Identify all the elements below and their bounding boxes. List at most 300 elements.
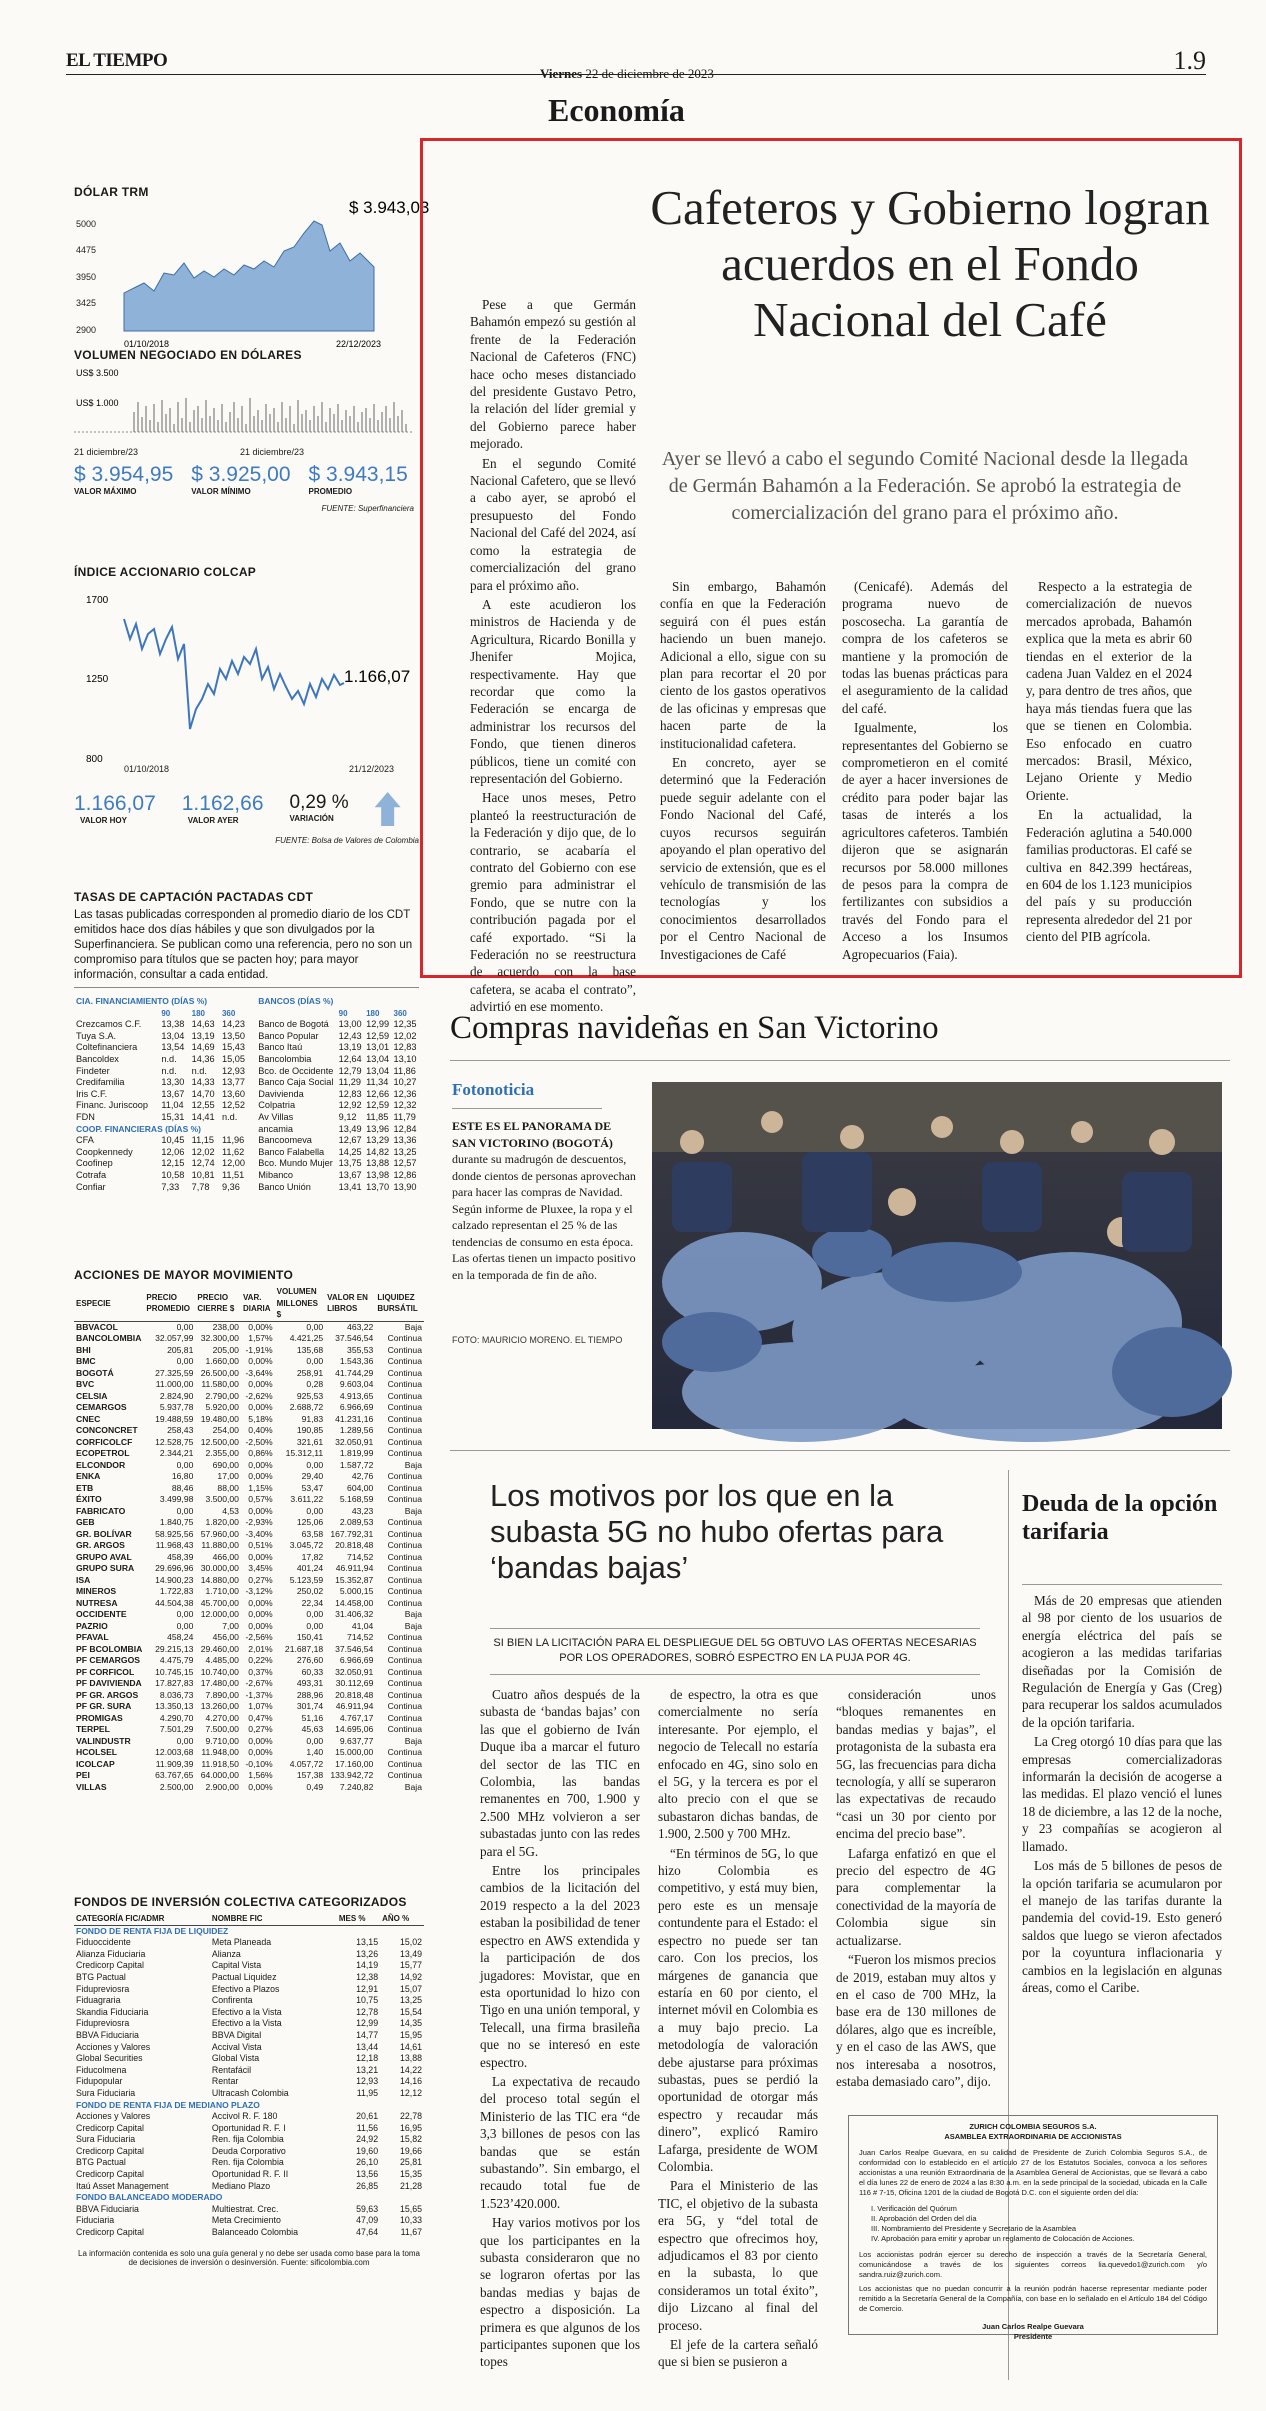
cell: Fiduciaria bbox=[76, 2215, 115, 2226]
acciones-title: ACCIONES DE MAYOR MOVIMIENTO bbox=[74, 1268, 294, 1282]
table-row bbox=[74, 1170, 250, 1182]
dolar-ytick: 2900 bbox=[76, 325, 97, 335]
cell: 11.918,50 bbox=[201, 1758, 239, 1769]
table-row bbox=[74, 1054, 250, 1066]
cell: 190,85 bbox=[296, 1425, 324, 1435]
cdt-right-header: BANCOS (DÍAS %) bbox=[258, 996, 334, 1006]
cell: CONCONCRET bbox=[76, 1425, 138, 1435]
table-row bbox=[74, 2076, 424, 2088]
cell: 0,00 bbox=[306, 1505, 324, 1516]
table-row bbox=[74, 1995, 424, 2007]
colcap-ytick: 1250 bbox=[86, 674, 109, 685]
cell: 13,04 bbox=[366, 1053, 390, 1064]
cell: 5.937,78 bbox=[159, 1402, 194, 1412]
cell: 13,04 bbox=[366, 1065, 390, 1076]
cell: Continua bbox=[387, 1436, 422, 1447]
colcap-ayer-value: 1.162,66 bbox=[181, 792, 264, 815]
cell: 1.819,99 bbox=[339, 1448, 374, 1458]
cell: 10,81 bbox=[191, 1169, 215, 1180]
cell: 11,79 bbox=[393, 1111, 416, 1122]
table-row bbox=[74, 2169, 424, 2181]
cell: 458,39 bbox=[167, 1551, 194, 1562]
cell: 14,61 bbox=[399, 2041, 422, 2052]
cell: 714,52 bbox=[347, 1632, 374, 1642]
colcap-var-label: VARIACIÓN bbox=[289, 814, 334, 823]
cell: 37.546,54 bbox=[335, 1643, 374, 1654]
cell: Continua bbox=[387, 1574, 422, 1585]
cell: 15.312,11 bbox=[285, 1448, 324, 1458]
table-row bbox=[74, 1494, 424, 1506]
cell: 8.036,73 bbox=[159, 1689, 194, 1700]
cell: 301,74 bbox=[296, 1701, 324, 1711]
cell: 1,07% bbox=[248, 1701, 273, 1711]
cell: 0,00% bbox=[248, 1735, 273, 1746]
cell: 15,77 bbox=[399, 1960, 422, 1971]
cell: 7,00 bbox=[222, 1620, 239, 1631]
volumen-max-label: VALOR MÁXIMO bbox=[74, 487, 137, 496]
paragraph: La expectativa de recaudo del proceso total según el Ministerio de las TIC era “de 3,3 billones de pesos con las bandas que se están subastando”. Sin embargo, el recaudo total fue de 1.523’420.000. bbox=[480, 2073, 640, 2211]
cell: 3.499,98 bbox=[159, 1494, 194, 1504]
cell: 0,49 bbox=[306, 1781, 324, 1792]
cell: Crezcamos C.F. bbox=[76, 1019, 142, 1030]
cell: 16,80 bbox=[171, 1471, 194, 1481]
cell: 11.968,43 bbox=[155, 1540, 194, 1550]
notice-company: ZURICH COLOMBIA SEGUROS S.A. bbox=[969, 2122, 1097, 2131]
table-row bbox=[74, 1724, 424, 1736]
notice-signature: Juan Carlos Realpe Guevara bbox=[982, 2322, 1084, 2331]
table-row bbox=[74, 1632, 424, 1644]
cell: 12,79 bbox=[338, 1065, 362, 1076]
volumen-avg bbox=[309, 463, 408, 496]
cell: 13,98 bbox=[366, 1169, 390, 1180]
cell: CELSIA bbox=[76, 1390, 108, 1401]
cell: 2.688,72 bbox=[289, 1402, 324, 1412]
table-row bbox=[256, 1147, 419, 1159]
cdt-panel bbox=[74, 890, 419, 1193]
cell: Continua bbox=[387, 1724, 422, 1734]
cell: 16,95 bbox=[399, 2122, 422, 2133]
cell: PF GR. ARGOS bbox=[76, 1689, 139, 1700]
table-row bbox=[74, 1425, 424, 1437]
g5-col-3 bbox=[836, 1686, 996, 2092]
cell: 26,10 bbox=[356, 2157, 379, 2168]
cell: 1.820,00 bbox=[205, 1517, 239, 1527]
cell: 238,00 bbox=[212, 1321, 239, 1332]
cell: 3.611,22 bbox=[290, 1494, 324, 1504]
cell: 15,65 bbox=[399, 2203, 422, 2214]
cell: 1,56% bbox=[248, 1770, 273, 1780]
cell: 2.089,53 bbox=[339, 1517, 374, 1527]
cell: 11,34 bbox=[366, 1077, 389, 1088]
cell: 19.488,59 bbox=[155, 1413, 194, 1424]
cell: 12,32 bbox=[393, 1100, 417, 1111]
cell: 14,77 bbox=[356, 2029, 379, 2040]
section-row bbox=[74, 2100, 424, 2112]
cell: PROMIGAS bbox=[76, 1712, 123, 1723]
cell: Continua bbox=[387, 1425, 422, 1435]
cell: Credicorp Capital bbox=[76, 2122, 144, 2133]
cell: 2.500,00 bbox=[159, 1781, 194, 1792]
cell: 60,33 bbox=[301, 1666, 324, 1677]
cell: -3,64% bbox=[245, 1367, 273, 1378]
paragraph: Cuatro años después de la subasta de ‘bandas bajas’ con las que el gobierno de Iván Duque iba a marcar el futuro del sector de las TIC en Colombia, las bandas remanentes en 700, 1.900 y 2.500 MHz volvieron a ser subastadas junto con las redes para el 5G. bbox=[480, 1687, 640, 1859]
cell: 0,00 bbox=[176, 1505, 194, 1516]
cell: Continua bbox=[387, 1563, 422, 1573]
table-row bbox=[74, 1621, 424, 1633]
cell: 30.112,69 bbox=[335, 1678, 374, 1688]
cell: Rentar bbox=[211, 2076, 239, 2087]
cell: 167.792,31 bbox=[330, 1528, 374, 1539]
cell: 13,25 bbox=[393, 1146, 417, 1157]
table-row bbox=[74, 1506, 424, 1518]
cell: 12.003,68 bbox=[155, 1747, 194, 1757]
table-row bbox=[74, 1356, 424, 1368]
table-row bbox=[74, 1460, 424, 1472]
volumen-title: VOLUMEN NEGOCIADO EN DÓLARES bbox=[74, 348, 302, 362]
notice-body: Juan Carlos Realpe Guevara, en su calidad de Presidente de Zurich Colombia Seguros S.A., de conformidad con lo establecido en el artículo 27 de los Estatutos Sociales, convoca a los señores accionistas a una reunión Extraordinaria de la Asamblea General de Accionistas, que se llevará a cabo el día lunes 22 de enero de 2024 a las 8:30 a.m. en la sede principal de la sociedad, ubicada en la Calle 116 # 7-15, Oficina 1201 de la ciudad de Bogotá D.C. con el siguiente orden del día: bbox=[859, 2148, 1207, 2197]
cell: 458,24 bbox=[167, 1632, 194, 1642]
cell: Continua bbox=[387, 1367, 422, 1378]
cell: Mediano Plazo bbox=[211, 2180, 271, 2191]
cell: Colpatria bbox=[258, 1100, 296, 1111]
table-row bbox=[256, 1042, 419, 1054]
cell: Ren. fija Colombia bbox=[211, 2134, 284, 2145]
cell: 12,52 bbox=[221, 1100, 245, 1111]
cell: 15.000,00 bbox=[335, 1747, 374, 1757]
fondos-title: FONDOS DE INVERSIÓN COLECTIVA CATEGORIZADOS bbox=[74, 1895, 407, 1909]
cell: VILLAS bbox=[76, 1781, 107, 1792]
colcap-ayer bbox=[182, 792, 264, 825]
cdt-day-col: 360 bbox=[221, 1008, 236, 1018]
cell: 13,21 bbox=[356, 2064, 379, 2075]
cell: Multiestrat. Crec. bbox=[211, 2203, 279, 2214]
dolar-ytick: 3425 bbox=[76, 298, 97, 308]
cell: Alianza Fiduciaria bbox=[76, 1948, 146, 1959]
cell: Continua bbox=[387, 1379, 422, 1389]
cell: 37.546,54 bbox=[335, 1333, 374, 1343]
cell: 11,29 bbox=[338, 1077, 361, 1088]
cell: PF GR. SURA bbox=[76, 1701, 132, 1711]
cell: 493,31 bbox=[296, 1678, 324, 1688]
cell: 2.344,21 bbox=[159, 1448, 194, 1458]
cell: 135,68 bbox=[296, 1344, 324, 1355]
dolar-ytick: 4475 bbox=[76, 245, 97, 255]
cell: 4,53 bbox=[222, 1505, 239, 1516]
cell: Continua bbox=[387, 1528, 422, 1539]
cell: 32.300,00 bbox=[200, 1333, 239, 1343]
cell: FDN bbox=[76, 1111, 95, 1122]
cell: -1,37% bbox=[245, 1689, 273, 1700]
table-row bbox=[74, 1471, 424, 1483]
table-row bbox=[256, 1089, 419, 1101]
cell: 0,00 bbox=[306, 1459, 324, 1470]
table-row bbox=[74, 2123, 424, 2135]
cell: 13,56 bbox=[356, 2169, 379, 2180]
dolar-x1: 22/12/2023 bbox=[336, 339, 382, 349]
table-row bbox=[74, 2042, 424, 2054]
cell: 11.880,00 bbox=[201, 1540, 239, 1550]
cell: 19,66 bbox=[399, 2145, 422, 2156]
cell: 13,77 bbox=[221, 1077, 245, 1088]
cell: ISA bbox=[76, 1574, 91, 1585]
cell: 20.818,48 bbox=[335, 1540, 374, 1550]
cell: Continua bbox=[387, 1551, 422, 1562]
colcap-source: FUENTE: Bolsa de Valores de Colombia bbox=[275, 836, 419, 845]
cell: 13,54 bbox=[161, 1042, 185, 1053]
crowd-image bbox=[652, 1082, 1222, 1429]
cell: 4.057,72 bbox=[289, 1758, 324, 1769]
cell: HCOLSEL bbox=[76, 1747, 118, 1757]
cell: 91,83 bbox=[301, 1413, 324, 1424]
cell: Continua bbox=[387, 1586, 422, 1596]
cell: BVC bbox=[76, 1379, 95, 1389]
paragraph: de espectro, la otra es que comercialmente no sería interesante. Por ejemplo, el negocio de Telecall no estaría enfocado en 4G, sino solo en el 5G, y la tercera es por el alto precio con el que se subastaron dichas bandas, de 1.900, 2.500 y 700 MHz. bbox=[658, 1687, 818, 1842]
cell: PAZRIO bbox=[76, 1620, 108, 1631]
cell: 32.057,99 bbox=[155, 1333, 194, 1343]
paragraph: La Creg otorgó 10 días para que las empresas comercializadoras informarán la decisión de acogerse a las medidas. El plazo venció el lunes 18 de diciembre, a las 12 de la noche, y 23 compañías se acogieron al llamado. bbox=[1022, 1734, 1222, 1854]
cell: BBVA Fiduciaria bbox=[76, 2029, 139, 2040]
cell: 13,15 bbox=[356, 1937, 379, 1948]
cdt-right-table bbox=[256, 996, 419, 1193]
cell: Davivienda bbox=[258, 1088, 304, 1099]
cell: 12,83 bbox=[338, 1088, 362, 1099]
table-row bbox=[74, 2111, 424, 2123]
cell: 41.744,29 bbox=[335, 1367, 374, 1378]
table-row bbox=[74, 2053, 424, 2065]
g5-col-1 bbox=[480, 1686, 640, 2373]
column-header: VALOR EN LIBROS bbox=[325, 1286, 375, 1321]
cell: 5.920,00 bbox=[205, 1402, 239, 1412]
cell: Baja bbox=[404, 1459, 422, 1470]
cell: Credicorp Capital bbox=[76, 1960, 144, 1971]
cell: ENKA bbox=[76, 1471, 101, 1481]
table-row bbox=[74, 1379, 424, 1391]
cell: Mibanco bbox=[258, 1169, 294, 1180]
cell: 13,49 bbox=[399, 1948, 422, 1959]
cell: 9.710,00 bbox=[205, 1735, 239, 1746]
cell: Continua bbox=[387, 1643, 422, 1654]
table-row bbox=[74, 1402, 424, 1414]
cell: 10,75 bbox=[356, 1995, 379, 2006]
table-row bbox=[74, 1972, 424, 1984]
cell: Skandia Fiduciaria bbox=[76, 2006, 149, 2017]
cell: ETB bbox=[76, 1482, 94, 1493]
colcap-line bbox=[124, 619, 344, 729]
paragraph: “En términos de 5G, lo que hizo Colombia es competitivo, y está muy bien, pero este es un mensaje contundente para el Estado: el espectro no puede ser tan caro. Con los precios, los márgenes de ganancia que estaría en 60 por ciento, el internet móvil en Colombia es a muy bajo precio. La metodología de valoración debe ajustarse para próximas subastas, pues se perdió la oportunidad de otorgar más espectro y recaudar más dinero”, explicó Ramiro Lafarga, presidente de WOM Colombia. bbox=[658, 1845, 818, 2174]
cell: 21,28 bbox=[399, 2180, 422, 2191]
cell: 11,15 bbox=[191, 1135, 214, 1146]
cell: 41.231,16 bbox=[335, 1413, 374, 1424]
cell: FABRICATO bbox=[76, 1505, 126, 1516]
cell: Continua bbox=[387, 1482, 422, 1493]
cell: 150,41 bbox=[296, 1632, 324, 1642]
cell: 5.000,15 bbox=[339, 1586, 374, 1596]
cell: 45.700,00 bbox=[200, 1597, 239, 1608]
column-header: PRECIO PROMEDIO bbox=[144, 1286, 195, 1321]
colcap-panel bbox=[74, 565, 419, 845]
colcap-hoy-value: 1.166,07 bbox=[74, 792, 156, 815]
cell: Continua bbox=[387, 1494, 422, 1504]
paragraph: Hay varios motivos por los que los participantes en la subasta consideraron que no se lograron ofertas por las bandas medias y bajas de espectro a disposición. La primera es que algunos de los participantes suponen que los topes bbox=[480, 2215, 640, 2370]
cell: 57.960,00 bbox=[200, 1528, 239, 1539]
table-row bbox=[74, 2018, 424, 2030]
cell: 19,60 bbox=[356, 2145, 379, 2156]
table-row bbox=[74, 1414, 424, 1426]
cell: 17.827,83 bbox=[155, 1678, 194, 1688]
cell: 12,55 bbox=[191, 1100, 215, 1111]
paragraph: Entre los principales cambios de la licitación del 2019 respecto a la del 2023 estaban la posibilidad de tener espectro en AWS extendida y la participación de dos jugadores: Movistar, que en esta oportunidad lo hizo con Tigo en una unión temporal, y Telecall, una firma brasileña que no se interesó en este espectro. bbox=[480, 1863, 640, 2070]
table-row bbox=[74, 1019, 250, 1031]
cell: 321,61 bbox=[296, 1436, 324, 1447]
cell: 2.790,00 bbox=[205, 1390, 239, 1401]
notice-role: Presidente bbox=[1013, 2332, 1053, 2341]
section-label: FONDO BALANCEADO MODERADO bbox=[76, 2192, 223, 2203]
table-header-row bbox=[74, 1913, 424, 1925]
cell: GRUPO AVAL bbox=[76, 1551, 132, 1562]
cell: 133.942,72 bbox=[330, 1770, 374, 1780]
cell: 13.260,00 bbox=[200, 1701, 239, 1711]
page-number: 1.9 bbox=[1173, 46, 1206, 75]
cell: 11,86 bbox=[393, 1065, 416, 1076]
cell: 14,63 bbox=[191, 1019, 215, 1030]
cell: 59,63 bbox=[356, 2203, 379, 2214]
cell: 14,16 bbox=[399, 2076, 422, 2087]
table-row bbox=[256, 1077, 419, 1089]
cdt-title: TASAS DE CAPTACIÓN PACTADAS CDT bbox=[74, 890, 314, 904]
cell: 15.352,87 bbox=[335, 1574, 374, 1585]
volumen-min-label: VALOR MÍNIMO bbox=[191, 487, 251, 496]
cell: 13,30 bbox=[161, 1077, 185, 1088]
cell: 13,10 bbox=[393, 1053, 417, 1064]
cell: 17.160,00 bbox=[335, 1758, 374, 1769]
cell: 11.580,00 bbox=[201, 1379, 239, 1389]
cell: 12,00 bbox=[221, 1158, 245, 1169]
cell: 0,86% bbox=[248, 1448, 273, 1458]
cell: Continua bbox=[387, 1402, 422, 1412]
cell: 5.168,59 bbox=[339, 1494, 374, 1504]
cell: 9.637,77 bbox=[339, 1735, 374, 1746]
cell: 6.966,69 bbox=[339, 1655, 374, 1665]
cell: 205,00 bbox=[212, 1344, 239, 1355]
paragraph: Sin embargo, Bahamón confía en que la Federación seguirá con él pues están haciendo un buen manejo. Adicional a ello, sigue con su plan para recortar el 20 por ciento de los gastos operativos de las oficinas y empresas que hacen parte de la institucionalidad cafetera. bbox=[660, 579, 826, 751]
table-row bbox=[74, 1937, 424, 1949]
cell: 42,76 bbox=[351, 1471, 374, 1481]
cell: CORFICOLCF bbox=[76, 1436, 133, 1447]
table-row bbox=[74, 1713, 424, 1725]
table-row bbox=[74, 1575, 424, 1587]
cell: -2,93% bbox=[245, 1517, 273, 1527]
cell: 12,86 bbox=[393, 1169, 417, 1180]
main-subtitle: Ayer se llevó a cabo el segundo Comité Nacional desde la llegada de Germán Bahamón a la Federación. Se aprobó la estrategia de comercialización del grano para el próximo año. bbox=[661, 448, 1189, 524]
table-row bbox=[74, 1960, 424, 1972]
table-row bbox=[74, 1391, 424, 1403]
cell: Continua bbox=[387, 1448, 422, 1458]
cell: 0,00 bbox=[306, 1735, 324, 1746]
table-row bbox=[74, 1448, 424, 1460]
cell: Banco Itaú bbox=[258, 1042, 303, 1053]
cell: 355,53 bbox=[347, 1344, 374, 1355]
cell: PF CEMARGOS bbox=[76, 1655, 140, 1665]
section-row bbox=[74, 1925, 424, 1937]
cell: 14,82 bbox=[366, 1146, 390, 1157]
cdt-tables bbox=[74, 996, 419, 1193]
cell: Oportunidad R. F. II bbox=[211, 2169, 289, 2180]
cell: Fiduagraria bbox=[76, 1995, 121, 2006]
cell: 250,02 bbox=[296, 1586, 324, 1596]
table-row bbox=[74, 1077, 250, 1089]
table-row bbox=[74, 1586, 424, 1598]
cell: 12,93 bbox=[221, 1065, 245, 1076]
cell: 12,64 bbox=[338, 1053, 362, 1064]
cell: Continua bbox=[387, 1632, 422, 1642]
cell: 15,35 bbox=[399, 2169, 422, 2180]
cell: 14,23 bbox=[221, 1019, 245, 1030]
cell: Continua bbox=[387, 1344, 422, 1355]
cell: 463,22 bbox=[347, 1321, 374, 1332]
cell: 6.966,69 bbox=[339, 1402, 374, 1412]
table-row bbox=[256, 1112, 419, 1124]
cell: 20.818,48 bbox=[335, 1689, 374, 1700]
cell: Cotrafa bbox=[76, 1169, 107, 1180]
table-row bbox=[74, 1100, 250, 1112]
cell: 4.290,70 bbox=[159, 1712, 194, 1723]
cell: Banco Falabella bbox=[258, 1146, 325, 1157]
cdt-day-col: 90 bbox=[338, 1008, 348, 1018]
paragraph: (Cenicafé). Además del programa nuevo de poscosecha. La garantía de compra de los cafeteros se mantiene y la promoción de todas las buenas prácticas para el aseguramiento de la calidad del café. bbox=[842, 579, 1008, 716]
cell: 41,04 bbox=[351, 1620, 374, 1631]
cell: 0,22% bbox=[248, 1655, 273, 1665]
cell: Accivol R. F. 180 bbox=[211, 2111, 278, 2122]
dolar-area bbox=[124, 221, 374, 331]
cell: MINEROS bbox=[76, 1586, 117, 1596]
cell: 29.215,13 bbox=[155, 1643, 194, 1654]
section-row bbox=[74, 2192, 424, 2204]
cell: 31.406,32 bbox=[335, 1609, 374, 1619]
cell: 22,34 bbox=[301, 1597, 324, 1608]
cell: 205,81 bbox=[167, 1344, 194, 1355]
cell: 13,49 bbox=[338, 1123, 362, 1134]
cell: 10,27 bbox=[393, 1077, 417, 1088]
cell: 13,67 bbox=[161, 1088, 185, 1099]
cell: 714,52 bbox=[347, 1551, 374, 1562]
cell: 32.050,91 bbox=[335, 1436, 374, 1447]
cell: 13,38 bbox=[161, 1019, 185, 1030]
cell: 258,43 bbox=[167, 1425, 194, 1435]
table-row bbox=[256, 1066, 419, 1078]
volumen-chart bbox=[74, 362, 414, 442]
cell: Bancolombia bbox=[258, 1053, 312, 1064]
cell: 157,38 bbox=[296, 1770, 324, 1780]
cell: 0,00 bbox=[176, 1609, 194, 1619]
cell: 7.890,00 bbox=[205, 1689, 239, 1700]
cell: Fiducolmena bbox=[76, 2064, 127, 2075]
cell: -3,12% bbox=[245, 1586, 273, 1596]
notice-item: III. Nombramiento del Presidente y Secretario de la Asamblea bbox=[871, 2224, 1077, 2233]
cell: 53,47 bbox=[301, 1482, 324, 1493]
g5-headline: Los motivos por los que en la subasta 5G no hubo ofertas para ‘bandas bajas’ bbox=[490, 1478, 944, 1585]
acciones-table bbox=[74, 1286, 424, 1793]
cell: 12,57 bbox=[393, 1158, 417, 1169]
cell: 9.603,04 bbox=[339, 1379, 374, 1389]
cell: 13,88 bbox=[399, 2053, 422, 2064]
cell: ELCONDOR bbox=[76, 1459, 126, 1470]
table-row bbox=[74, 2181, 424, 2193]
colcap-value: 1.166,07 bbox=[344, 667, 411, 686]
volumen-min-value: $ 3.925,00 bbox=[191, 463, 291, 486]
photo-lead: ESTE ES EL PANORAMA DE SAN VICTORINO (BOGOTÁ) bbox=[452, 1119, 613, 1150]
cell: 12,99 bbox=[356, 2018, 379, 2029]
notice-foot: Los accionistas podrán ejercer su derecho de inspección a través de la Secretaría General, comunicándose a través de los siguientes correos lia.quevedo1@zurich.com y/o sandra.ruiz@zurich.com. bbox=[859, 2250, 1207, 2279]
